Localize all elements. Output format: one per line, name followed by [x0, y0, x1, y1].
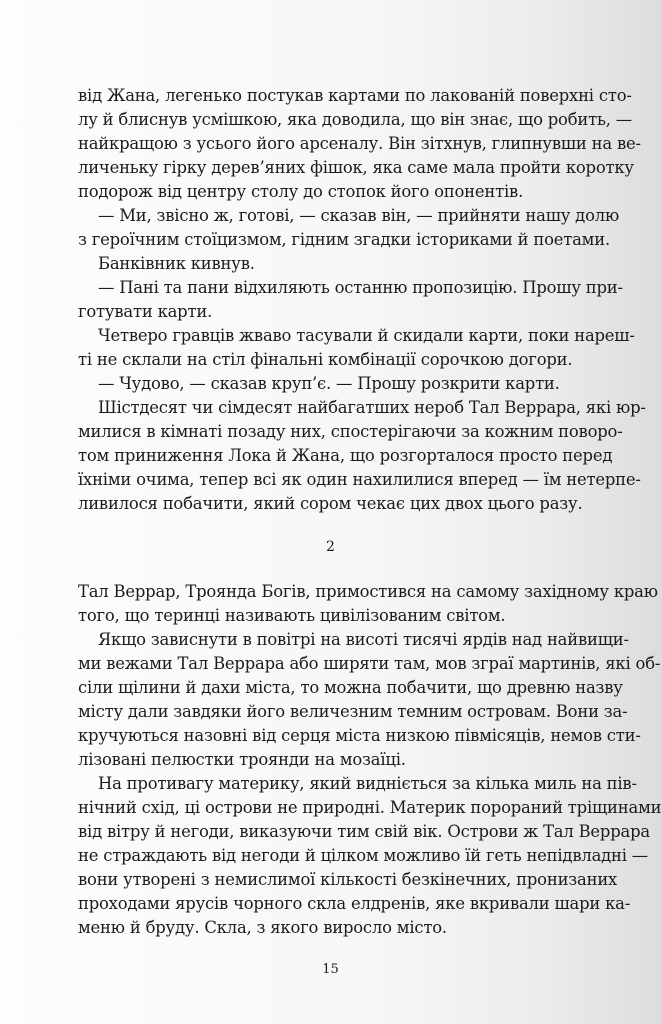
- text-line: ливилося побачити, який сором чекає цих двох цього разу.: [78, 494, 583, 513]
- text-line: милися в кімнаті позаду них, спостерігаючи за кожним поворо-: [78, 422, 623, 441]
- text-line: лу й блиснув усмішкою, яка доводила, що він знає, що робить, —: [78, 110, 632, 129]
- text-line: том приниження Лока й Жана, що розгорталося просто перед: [78, 446, 613, 465]
- text-line: — Ми, звісно ж, готові, — сказав він, — прийняти нашу долю: [98, 206, 620, 225]
- text-line: На противагу материку, який видніється за кілька миль на пів-: [98, 774, 637, 793]
- text-line: ті не склали на стіл фінальні комбінації сорочкою догори.: [78, 350, 573, 369]
- text-line: личеньку гірку дерев’яних фішок, яка саме мала пройти коротку: [78, 158, 634, 177]
- section-number: 2: [326, 539, 335, 555]
- text-line: місту дали завдяки його величезним темним островам. Вони за-: [78, 702, 628, 721]
- text-line: Четверо гравців жваво тасували й скидали карти, поки нареш-: [98, 326, 635, 345]
- text-line: лізовані пелюстки троянди на мозаїці.: [78, 750, 406, 769]
- text-line: ми вежами Тал Веррара або ширяти там, мов зграї мартинів, які об-: [78, 654, 661, 673]
- page-number: 15: [322, 962, 339, 977]
- text-line: їхніми очима, тепер всі як один нахилилися вперед — їм нетерпе-: [78, 470, 641, 489]
- text-line: нічний схід, ці острови не природні. Материк порораний тріщинами: [78, 798, 662, 817]
- text-line: — Чудово, — сказав круп’є. — Прошу розкрити карти.: [98, 374, 560, 393]
- text-line: Банківник кивнув.: [98, 254, 255, 273]
- book-page: [78, 86, 662, 986]
- text-line: з героїчним стоїцизмом, гідним згадки істориками й поетами.: [78, 230, 610, 249]
- text-line: від вітру й негоди, виказуючи тим свій вік. Острови ж Тал Веррара: [78, 822, 650, 841]
- text-line: не страждають від негоди й цілком можливо їй геть непідвладні —: [78, 846, 648, 865]
- text-line: сіли щілини й дахи міста, то можна побачити, що древню назву: [78, 678, 623, 697]
- text-line: проходами ярусів чорного скла елдренів, яке вкривали шари ка-: [78, 894, 631, 913]
- text-line: того, що теринці називають цивілізованим світом.: [78, 606, 506, 625]
- text-line: Шістдесят чи сімдесят найбагатших нероб Тал Веррара, які юр-: [98, 398, 646, 417]
- text-line: меню й бруду. Скла, з якого виросло місто.: [78, 918, 447, 937]
- text-line: Якщо зависнути в повітрі на висоті тисячі ярдів над найвищи-: [98, 630, 629, 649]
- text-line: вони утворені з немислимої кількості безкінечних, пронизаних: [78, 870, 618, 889]
- text-line: готувати карти.: [78, 302, 213, 321]
- text-line: від Жана, легенько постукав картами по лакованій поверхні сто-: [78, 86, 632, 105]
- text-line: Тал Веррар, Троянда Богів, примостився на самому західному краю: [78, 582, 658, 601]
- text-line: кручуються назовні від серця міста низкою півмісяців, немов сти-: [78, 726, 641, 745]
- text-line: найкращою з усього його арсеналу. Він зітхнув, глипнувши на ве-: [78, 134, 641, 153]
- text-line: подорож від центру столу до стопок його опонентів.: [78, 182, 524, 201]
- text-line: — Пані та пани відхиляють останню пропозицію. Прошу при-: [98, 278, 623, 297]
